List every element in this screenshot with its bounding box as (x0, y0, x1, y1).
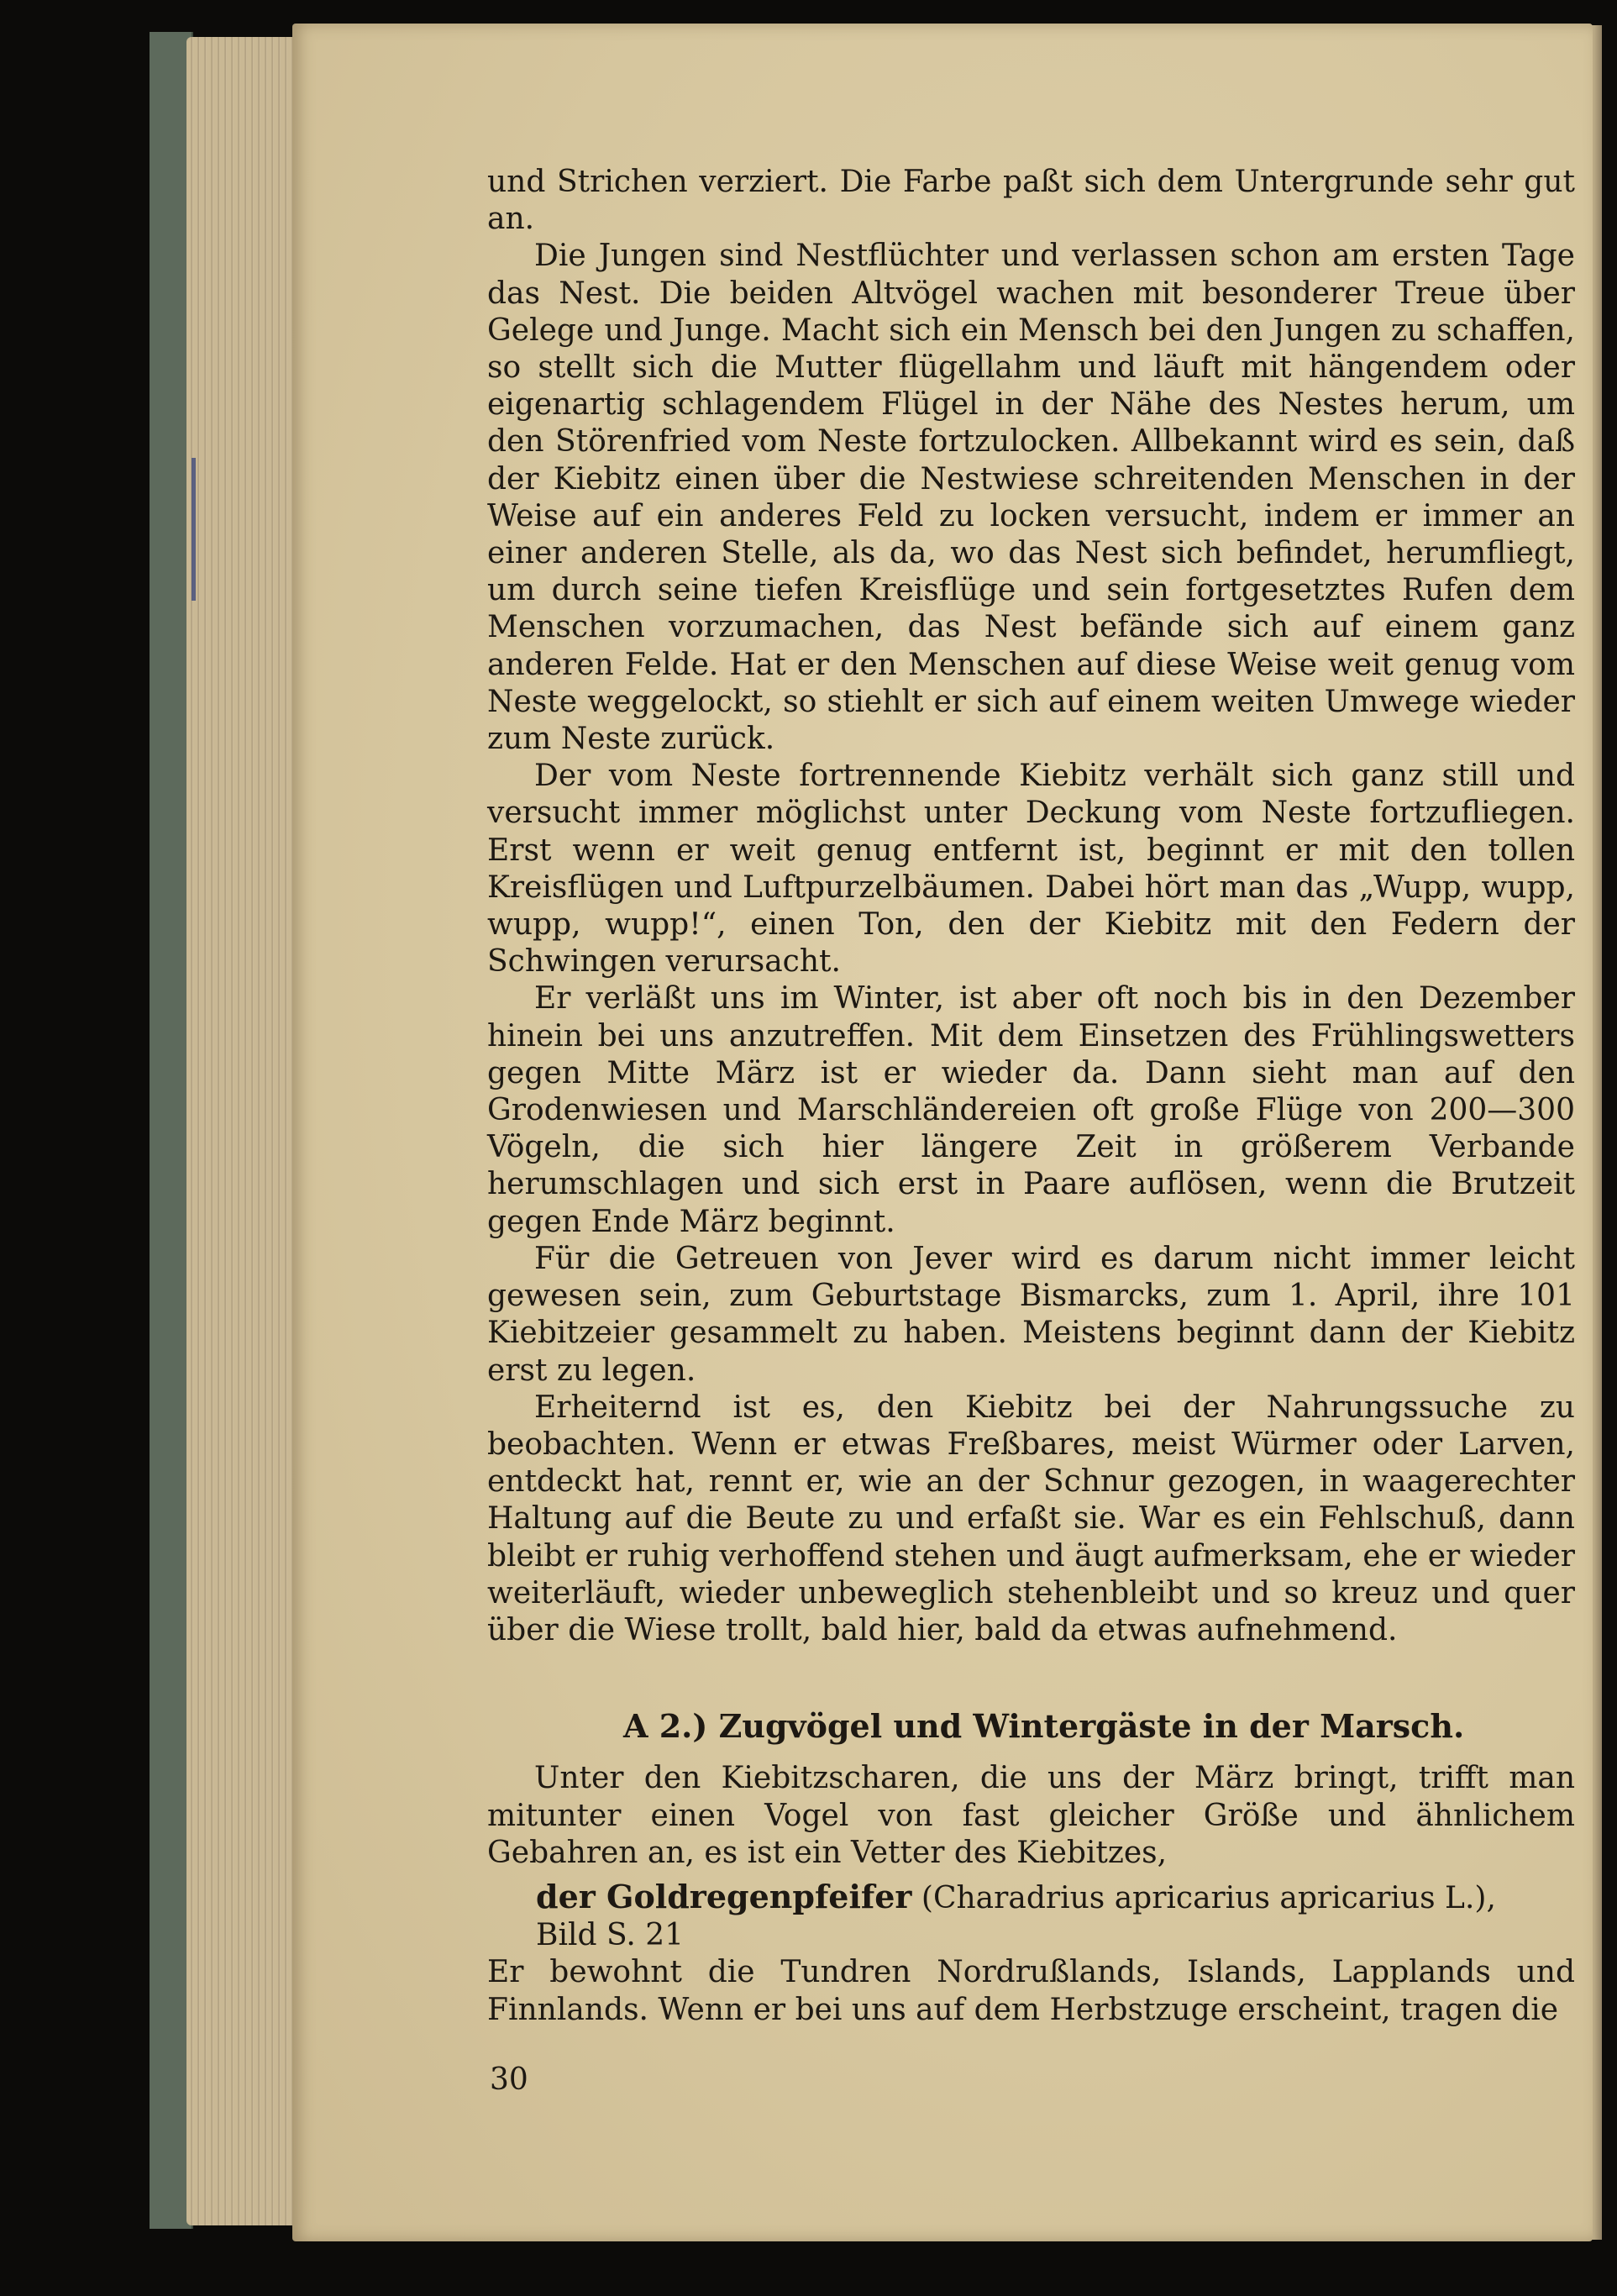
paragraph-5: Für die Getreuen von Jever wird es darum nicht immer leicht gewesen sein, zum Geburtstage Bismarcks, zum 1. April, ihre 101 Kiebitzeier gesammelt zu haben. Meistens beginnt dann der Kiebitz erst zu legen. (487, 1241, 1575, 1388)
paragraph-1: und Strichen verziert. Die Farbe paßt sich dem Untergrunde sehr gut an. (487, 165, 1575, 237)
species-image-ref: Bild S. 21 (536, 1918, 685, 1953)
page-body (487, 164, 1575, 2029)
section-heading: A 2.) Zugvögel und Wintergäste in der Marsch. (623, 1707, 1465, 1746)
paragraph-intro: Unter den Kiebitzscharen, die uns der März bringt, trifft man mitunter einen Vogel von fast gleicher Größe und ähnlichem Gebahren an, es ist ein Vetter des Kiebitzes, (487, 1761, 1575, 1870)
page-number: 30 (490, 2062, 528, 2097)
species-name: der Goldregenpfeifer (536, 1877, 912, 1915)
paragraph-4: Er verläßt uns im Winter, ist aber oft noch bis in den Dezember hinein bei uns anzutreffen. Mit dem Einsetzen des Frühlingswetters gegen Mitte März ist er wieder da. Dann sieht man auf den Grodenwiesen und Marschländereien oft große Flüge von 200—300 Vögeln, die sich hier längere Zeit in größerem Verbande herumschlagen und sich erst in Paare auflösen, wenn die Brutzeit gegen Ende März beginnt. (487, 981, 1575, 1239)
ink-mark (192, 458, 196, 601)
paragraph-2: Die Jungen sind Nestflüchter und verlassen schon am ersten Tage das Nest. Die beiden Altvögel wachen mit besonderer Treue über Gelege und Junge. Macht sich ein Mensch bei den Jungen zu schaffen, so stellt sich die Mutter flügellahm und läuft mit hängendem oder eigenartig schlagendem Flügel in der Nähe des Nestes herum, um den Störenfried vom Neste fortzulocken. Allbekannt wird es sein, daß der Kiebitz einen über die Nestwiese schreitenden Menschen in der Weise auf ein anderes Feld zu locken versucht, indem er immer an einer anderen Stelle, als da, wo das Nest sich befindet, herumfliegt, um durch seine tiefen Kreisflüge und sein fortgesetztes Rufen dem Menschen vorzumachen, das Nest befände sich auf einem ganz anderen Felde. Hat er den Menschen auf diese Weise weit genug vom Neste weggelockt, so stiehlt er sich auf einem weiten Umwege wieder zum Neste zurück. (487, 239, 1575, 757)
paragraph-final: Er bewohnt die Tundren Nordrußlands, Islands, Lapplands und Finnlands. Wenn er bei uns auf dem Herbstzuge erscheint, tragen die (487, 1955, 1575, 2027)
paragraph-3: Der vom Neste fortrennende Kiebitz verhält sich ganz still und versucht immer möglichst unter Deckung vom Neste fortzufliegen. Erst wenn er weit genug entfernt ist, beginnt er mit den tollen Kreisflügen und Luftpurzelbäumen. Dabei hört man das „Wupp, wupp, wupp, wupp!“, einen Ton, den der Kiebitz mit den Federn der Schwingen verursacht. (487, 759, 1575, 980)
species-line (487, 1878, 1575, 1954)
species-latin: (Charadrius apricarius apricarius L.), (921, 1880, 1496, 1915)
paragraph-6: Erheiternd ist es, den Kiebitz bei der Nahrungssuche zu beobachten. Wenn er etwas Freßbares, meist Würmer oder Larven, entdeckt hat, rennt er, wie an der Schnur gezogen, in waagerechter Haltung auf die Beute zu und erfaßt sie. War es ein Fehlschuß, dann bleibt er ruhig verhoffend stehen und äugt aufmerksam, ehe er wieder weiterläuft, wieder unbeweglich stehenbleibt und so kreuz und quer über die Wiese trollt, bald hier, bald da etwas aufnehmend. (487, 1390, 1575, 1647)
